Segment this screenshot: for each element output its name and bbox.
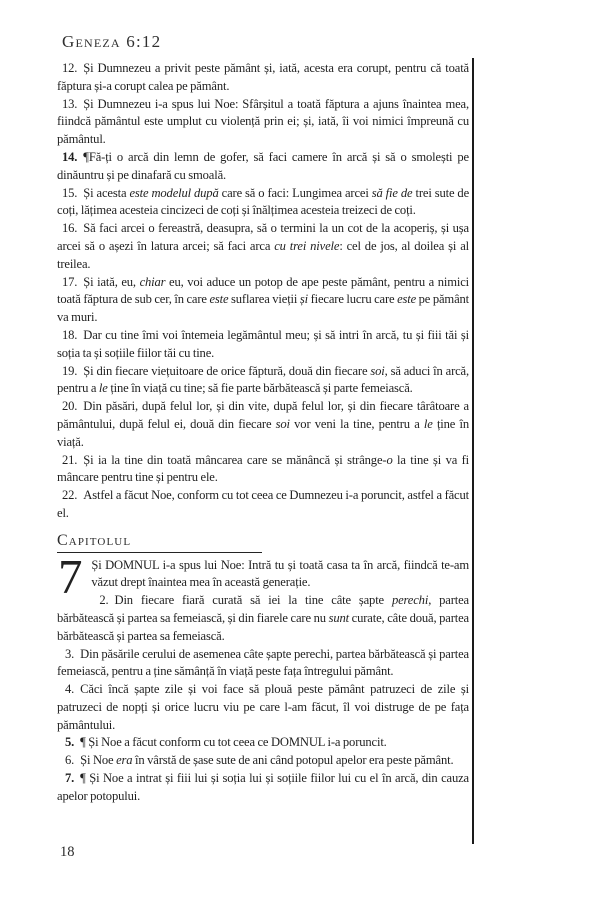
verse-text: Și DOMNUL i-a spus lui Noe: Intră tu și toată casa ta în arcă, fiindcă te-am văzut drept înaintea mea în această generație. <box>91 557 469 590</box>
verse-text-italic: o <box>386 452 393 467</box>
verse-text: eu, voi aduce un potop de ape peste pământ, pentru a nimici toată făptura de sub cer, în care <box>57 274 469 307</box>
verse-text-italic: soi <box>370 363 385 378</box>
verse-paragraph <box>57 60 469 96</box>
verse-text: Și Dumnezeu a privit peste pământ și, iată, acesta era corupt, pentru că toată făptura și-a corupt calea pe pământ. <box>57 61 469 93</box>
verse-number: 21. <box>62 452 78 467</box>
verse-text: pe pământ va muri. <box>57 292 469 325</box>
verse-text-italic: le <box>98 381 108 396</box>
verse-text-italic: le <box>423 416 433 431</box>
verse-text-italic: sunt <box>328 610 349 625</box>
verse-text: ¶ Și Noe a intrat și fiii lui și soția lui și soțiile fiilor lui cu el în arcă, din cauza apelor potopului. <box>57 771 469 803</box>
chapter-6-text <box>57 60 469 523</box>
verse-text: Și iată, eu, <box>83 274 140 289</box>
verse-text: , să aduci în arcă, pentru a <box>57 363 469 396</box>
verse-text: Și Dumnezeu i-a spus lui Noe: Sfârșitul a toată făptura a ajuns înaintea mea, fiindcă pământul este umplut cu violență prin ei; și, iată, îi voi nimici împreună cu pământul. <box>57 96 469 147</box>
verse-paragraph <box>57 274 469 327</box>
verse-number: 19. <box>62 363 78 378</box>
verse-text: care să o faci: Lungimea arcei <box>218 185 372 200</box>
verse-paragraph <box>57 327 469 363</box>
verse-number: 4. <box>65 682 75 697</box>
verse-text: Și din fiecare viețuitoare de orice făptură, două din fiecare <box>83 363 371 378</box>
running-head: Geneza 6:12 <box>62 32 162 51</box>
verse-number: 13. <box>62 96 78 111</box>
verse-paragraph <box>57 452 469 488</box>
verse-number: 5. <box>65 735 75 750</box>
verse-text: trei sute de coți, lățimea acesteia cincizeci de coți și înălțimea acesteia treizeci de coți. <box>57 185 470 218</box>
verse-number: 18. <box>62 327 78 342</box>
verse-text-italic: să fie de <box>371 185 413 200</box>
verse-paragraph <box>57 770 469 806</box>
verse-number: 3. <box>65 646 75 661</box>
verse-text: în vârstă de șase sute de ani când potopul apelor era peste pământ. <box>132 753 454 768</box>
verse-paragraph <box>57 398 469 451</box>
verse-number: 6. <box>65 753 75 768</box>
verse-text: ¶ Și Noe a făcut conform cu tot ceea ce DOMNUL i-a poruncit. <box>80 735 387 750</box>
verse-text: ¶Fă-ți o arcă din lemn de gofer, să faci camere în arcă și să o smolești pe dinăuntru și pe dinafară cu smoală. <box>57 149 469 182</box>
verse-text: Din păsări, după felul lor, și din vite, după felul lor, și din fiecare târâtoare a pământului, după felul ei, două din fiecare <box>57 399 469 431</box>
verse-text-italic: și <box>299 292 308 307</box>
verse-text: Din fiecare fiară curată să iei la tine câte șapte <box>114 593 392 608</box>
verse-text-italic: este modelul după <box>129 185 219 200</box>
verse-paragraph <box>57 592 469 645</box>
verse-number: 7. <box>65 771 75 786</box>
verse-paragraph <box>57 96 469 149</box>
chapter-7-text <box>57 548 469 806</box>
verse-text: Din păsările cerului de asemenea câte șapte perechi, partea bărbătească și partea femeiască, pentru a ține sămânță în viață peste fața întregului pământ. <box>57 646 469 679</box>
verse-text: vor veni la tine, pentru a <box>289 416 424 431</box>
verse-number: 2. <box>99 593 109 608</box>
verse-text: suflarea vieții <box>228 292 300 307</box>
verse-paragraph <box>57 646 469 682</box>
verse-number: 16. <box>62 221 78 236</box>
verse-text: Astfel a făcut Noe, conform cu tot ceea ce Dumnezeu i-a poruncit, astfel a făcut el. <box>57 488 469 520</box>
margin-change-bar <box>472 58 474 844</box>
verse-paragraph <box>57 363 469 399</box>
verse-text-italic: soi <box>275 416 290 431</box>
verse-text-italic: perechi <box>391 593 429 608</box>
verse-text-italic: este <box>397 292 417 307</box>
verse-text: ține în viață. <box>57 416 469 449</box>
verse-number: 22. <box>62 488 78 503</box>
verse-number: 20. <box>62 399 78 414</box>
chapter-drop-cap: 7 <box>58 548 83 604</box>
verse-text: , partea bărbătească și partea sa femeiască, și din fiarele care nu <box>57 593 469 625</box>
verse-text: Și acesta <box>83 185 130 200</box>
verse-text: Și Noe <box>80 753 117 768</box>
verse-paragraph <box>57 149 469 185</box>
verse-number: 12. <box>62 61 78 75</box>
verse-paragraph <box>57 681 469 734</box>
verse-text-italic: este <box>209 292 229 307</box>
verse-paragraph <box>57 220 469 273</box>
verse-paragraph <box>57 185 469 221</box>
verse-text-italic: chiar <box>139 274 166 289</box>
verse-text: Și ia la tine din toată mâncarea care se mănâncă și strânge- <box>83 452 387 467</box>
verse-number: 17. <box>62 274 78 289</box>
verse-text: Dar cu tine îmi voi întemeia legământul meu; și să intri în arcă, tu și fiii tăi și soția ta și soțiile fiilor tăi cu tine. <box>57 327 469 360</box>
verse-paragraph <box>57 752 469 770</box>
verse-text: la tine și va fi mâncare pentru tine și pentru ele. <box>57 452 469 485</box>
verse-text: curate, câte două, partea bărbătească și partea sa femeiască. <box>57 610 469 643</box>
text-column <box>57 60 469 806</box>
verse-text: Căci încă șapte zile și voi face să plouă peste pământ patruzeci de zile și patruzeci de nopți și orice lucru viu pe care l-am făcut, îl voi distruge de pe fața pământului. <box>57 682 469 732</box>
verse-text: : cel de jos, al doilea și al treilea. <box>57 238 469 271</box>
page-number: 18 <box>60 844 75 860</box>
chapter-heading <box>57 532 262 553</box>
verse-text: fiecare lucru care <box>307 292 398 307</box>
verse-number: 15. <box>62 185 78 200</box>
verse-number: 14. <box>62 149 78 164</box>
verse-text-italic: era <box>116 753 133 768</box>
chapter-heading-label: Capitolul <box>57 531 132 549</box>
verse-paragraph <box>57 487 469 523</box>
verse-text: Să faci arcei o fereastră, deasupra, să o termini la un cot de la acoperiș, și ușa arcei să o așezi în latura arcei; să faci arca <box>57 221 469 253</box>
verse-text: ține în viață cu tine; să fie parte bărbătească și parte femeiască. <box>107 381 413 396</box>
verse-paragraph <box>57 734 469 752</box>
verse-text-italic: cu trei nivele <box>274 238 340 253</box>
